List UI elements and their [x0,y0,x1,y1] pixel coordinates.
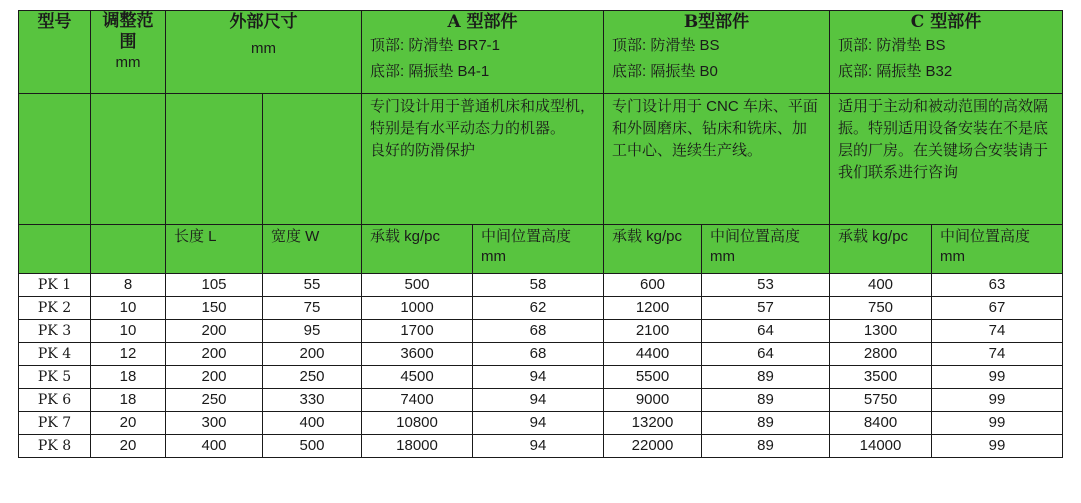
b-load-cell: 9000 [604,389,702,412]
model-cell: PK 6 [19,389,91,412]
b-load-cell: 5500 [604,366,702,389]
width-cell: 75 [263,297,362,320]
length-cell: 200 [166,343,263,366]
adjust-header: 调整范围 [102,11,154,52]
part-b-top: 顶部: 防滑垫 BS [612,37,720,54]
adjust-cell: 10 [91,320,166,343]
part-c-bottom: 底部: 隔振垫 B32 [838,63,953,80]
model-cell: PK 2 [19,297,91,320]
b-height-cell: 64 [702,320,830,343]
c-height-cell: 99 [932,412,1063,435]
width-cell: 500 [263,435,362,458]
a-height-cell: 58 [473,274,604,297]
length-cell: 200 [166,320,263,343]
table-row [19,343,1063,366]
empty-cell [91,225,166,274]
header-row-columns [19,225,1063,274]
c-load-cell: 14000 [830,435,932,458]
model-cell: PK 7 [19,412,91,435]
col-b-height: 中间位置高度 mm [702,225,830,274]
part-a-top: 顶部: 防滑垫 BR7-1 [370,37,501,54]
b-height-cell: 57 [702,297,830,320]
empty-cell [166,94,263,225]
a-load-cell: 7400 [362,389,473,412]
part-b-description: 专门设计用于 CNC 车床、平面和外圆磨床、钻床和铣床、加工中心、连续生产线。 [612,98,818,159]
empty-cell [19,225,91,274]
col-c-load: 承载 kg/pc [830,225,932,274]
part-b-description-cell [604,94,830,225]
size-unit: mm [251,40,276,57]
spec-table [18,10,1063,458]
model-cell: PK 4 [19,343,91,366]
c-height-cell: 74 [932,320,1063,343]
b-load-cell: 4400 [604,343,702,366]
size-header-cell [166,11,362,94]
empty-cell [91,94,166,225]
length-cell: 400 [166,435,263,458]
table-row [19,412,1063,435]
adjust-cell: 8 [91,274,166,297]
adjust-cell: 10 [91,297,166,320]
length-cell: 150 [166,297,263,320]
part-b-title: B型部件 [683,12,750,32]
table-row [19,320,1063,343]
model-header-cell [19,11,91,94]
table-row [19,435,1063,458]
part-b-header-cell [604,11,830,94]
part-a-description-cell [362,94,604,225]
c-load-cell: 750 [830,297,932,320]
a-height-cell: 68 [473,343,604,366]
b-load-cell: 22000 [604,435,702,458]
col-length: 长度 L [166,225,263,274]
length-cell: 250 [166,389,263,412]
model-header: 型号 [37,12,72,32]
c-height-cell: 67 [932,297,1063,320]
part-c-description: 适用于主动和被动范围的高效隔振。特别适用设备安装在不是底层的厂房。在关键场合安装请于我们联系进行咨询 [838,98,1049,181]
a-load-cell: 4500 [362,366,473,389]
c-height-cell: 99 [932,366,1063,389]
model-cell: PK 3 [19,320,91,343]
a-height-cell: 68 [473,320,604,343]
adjust-header-cell [91,11,166,94]
width-cell: 55 [263,274,362,297]
c-height-cell: 74 [932,343,1063,366]
part-a-bottom: 底部: 隔振垫 B4-1 [370,63,490,80]
a-height-cell: 94 [473,366,604,389]
c-height-cell: 63 [932,274,1063,297]
col-width: 宽度 W [263,225,362,274]
width-cell: 250 [263,366,362,389]
c-height-cell: 99 [932,389,1063,412]
a-height-cell: 94 [473,435,604,458]
b-load-cell: 600 [604,274,702,297]
b-load-cell: 1200 [604,297,702,320]
part-b-bottom: 底部: 隔振垫 B0 [612,63,718,80]
a-load-cell: 500 [362,274,473,297]
a-height-cell: 94 [473,412,604,435]
header-row-parts [19,11,1063,94]
b-load-cell: 2100 [604,320,702,343]
empty-cell [19,94,91,225]
a-load-cell: 3600 [362,343,473,366]
table-row [19,274,1063,297]
c-load-cell: 8400 [830,412,932,435]
a-load-cell: 1700 [362,320,473,343]
b-load-cell: 13200 [604,412,702,435]
adjust-unit: mm [115,54,141,71]
width-cell: 330 [263,389,362,412]
table-row [19,297,1063,320]
col-a-height: 中间位置高度 mm [473,225,604,274]
c-height-cell: 99 [932,435,1063,458]
a-load-cell: 10800 [362,412,473,435]
b-height-cell: 89 [702,366,830,389]
length-cell: 200 [166,366,263,389]
c-load-cell: 400 [830,274,932,297]
adjust-cell: 20 [91,435,166,458]
adjust-cell: 18 [91,366,166,389]
length-cell: 300 [166,412,263,435]
b-height-cell: 53 [702,274,830,297]
part-c-title: C 型部件 [910,12,982,32]
table-row [19,366,1063,389]
length-cell: 105 [166,274,263,297]
b-height-cell: 89 [702,389,830,412]
col-c-height: 中间位置高度 mm [932,225,1063,274]
model-cell: PK 5 [19,366,91,389]
b-height-cell: 89 [702,412,830,435]
b-height-cell: 64 [702,343,830,366]
part-a-header-cell [362,11,604,94]
table-row [19,389,1063,412]
col-a-load: 承载 kg/pc [362,225,473,274]
header-row-descriptions [19,94,1063,225]
part-c-description-cell [830,94,1063,225]
model-cell: PK 1 [19,274,91,297]
b-height-cell: 89 [702,435,830,458]
a-height-cell: 62 [473,297,604,320]
width-cell: 200 [263,343,362,366]
width-cell: 400 [263,412,362,435]
part-a-title: A 型部件 [447,12,518,32]
model-cell: PK 8 [19,435,91,458]
adjust-cell: 20 [91,412,166,435]
empty-cell [263,94,362,225]
c-load-cell: 3500 [830,366,932,389]
part-c-header-cell [830,11,1063,94]
c-load-cell: 5750 [830,389,932,412]
c-load-cell: 2800 [830,343,932,366]
spec-table-container [18,10,1063,458]
col-b-load: 承载 kg/pc [604,225,702,274]
adjust-cell: 18 [91,389,166,412]
a-load-cell: 1000 [362,297,473,320]
size-header: 外部尺寸 [229,12,298,32]
a-load-cell: 18000 [362,435,473,458]
adjust-cell: 12 [91,343,166,366]
part-a-description: 专门设计用于普通机床和成型机，特别是有水平动态力的机器。 良好的防滑保护 [370,98,596,159]
c-load-cell: 1300 [830,320,932,343]
part-c-top: 顶部: 防滑垫 BS [838,37,946,54]
a-height-cell: 94 [473,389,604,412]
width-cell: 95 [263,320,362,343]
